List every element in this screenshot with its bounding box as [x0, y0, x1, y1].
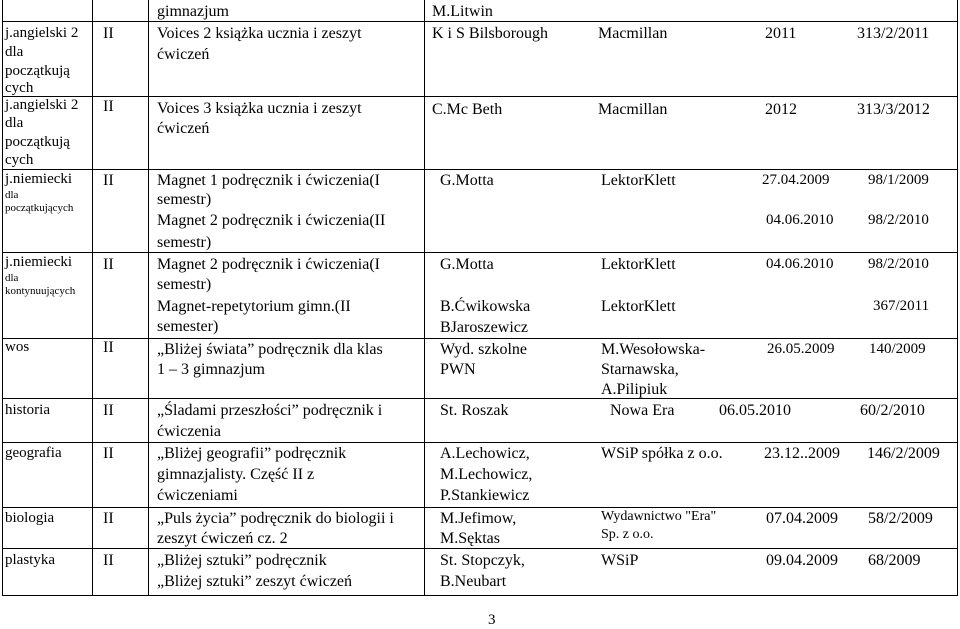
year-cell: 2011	[765, 25, 797, 42]
subject-cell: dla	[5, 272, 19, 284]
row-separator	[2, 338, 958, 339]
subject-cell: j.angielski 2	[5, 97, 79, 113]
title-cell: Voices 2 książka ucznia i zeszyt	[157, 25, 362, 42]
row-separator	[2, 252, 958, 253]
grade-cell: II	[103, 98, 114, 115]
title-cell: Magnet 2 podręcznik i ćwiczenia(I	[157, 256, 381, 273]
subject-cell: plastyka	[5, 552, 55, 568]
grade-cell: II	[103, 172, 114, 189]
title-cell: Magnet 1 podręcznik i ćwiczenia(I	[157, 172, 381, 189]
number-cell: 140/2009	[869, 341, 926, 357]
subject-cell: dla	[5, 115, 24, 131]
grade-cell: II	[103, 256, 114, 273]
subject-cell: cych	[5, 80, 34, 96]
title-cell: Magnet-repetytorium gimn.(II	[157, 298, 351, 315]
title-cell: gimnazjalisty. Część II z	[157, 466, 315, 483]
row-separator	[2, 169, 958, 170]
year-cell: 26.05.2009	[767, 341, 835, 357]
number-cell: 98/2/2010	[868, 256, 929, 272]
author-cell: B.Neubart	[440, 573, 507, 590]
year-cell: 09.04.2009	[766, 552, 838, 569]
author-cell: Wyd. szkolne	[440, 341, 528, 358]
subject-cell: j.angielski 2	[5, 25, 79, 41]
subject-cell: historia	[5, 402, 50, 418]
year-cell: 27.04.2009	[762, 172, 830, 188]
author-cell: BJaroszewicz	[440, 319, 528, 336]
publisher-cell: Nowa Era	[610, 402, 675, 419]
author-cell: G.Motta	[440, 172, 494, 189]
publisher-cell: WSiP	[601, 552, 639, 569]
number-cell: 313/3/2012	[857, 101, 930, 118]
author-cell: M.Jefimow,	[440, 510, 517, 527]
author-cell: M.Lechowicz,	[440, 466, 533, 483]
grade-cell: II	[103, 339, 114, 356]
level-cell: gimnazjum	[157, 3, 229, 20]
subject-cell: dla	[5, 189, 19, 201]
subject-cell: j.niemiecki	[5, 254, 73, 270]
publisher-cell: WSiP spółka z o.o.	[601, 445, 723, 462]
row-separator	[2, 398, 958, 399]
author-cell: C.Mc Beth	[432, 101, 503, 118]
number-cell: 98/2/2010	[868, 212, 929, 228]
page-number: 3	[488, 612, 496, 628]
title-cell: semester)	[157, 318, 219, 335]
number-cell: 98/1/2009	[868, 172, 929, 188]
title-cell: semestr)	[157, 234, 212, 251]
title-cell: ćwiczenia	[157, 423, 221, 440]
title-cell: ćwiczeniami	[157, 487, 238, 504]
subject-cell: biologia	[5, 510, 55, 526]
row-separator	[2, 96, 958, 97]
number-cell: 367/2011	[873, 298, 930, 314]
grade-cell: II	[103, 402, 114, 419]
table-border-right	[957, 0, 958, 595]
publisher-cell: M.Wesołowska-	[601, 341, 706, 358]
publisher-cell: Starnawska,	[601, 361, 679, 378]
row-separator	[2, 507, 958, 508]
author-cell: B.Ćwikowska	[440, 298, 531, 315]
subject-cell: cych	[5, 152, 34, 168]
number-cell: 58/2/2009	[868, 510, 933, 527]
number-cell: 60/2/2010	[860, 402, 925, 419]
subject-cell: wos	[5, 339, 30, 355]
title-cell: 1 – 3 gimnazjum	[157, 361, 265, 378]
author-cell: St. Roszak	[440, 402, 509, 419]
title-cell: Voices 3 książka ucznia i zeszyt	[157, 100, 362, 117]
title-cell: „Bliżej geografii” podręcznik	[157, 445, 347, 462]
title-cell: semestr)	[157, 191, 212, 208]
table-divider-title	[424, 0, 425, 595]
grade-cell: II	[103, 552, 114, 569]
year-cell: 2012	[765, 101, 797, 118]
number-cell: 313/2/2011	[857, 25, 930, 42]
grade-cell: II	[103, 510, 114, 527]
number-cell: 68/2009	[868, 552, 921, 569]
year-cell: 23.12..2009	[764, 445, 840, 462]
subject-cell: początkują	[5, 134, 70, 150]
title-cell: „Puls życia” podręcznik do biologii i	[157, 510, 394, 527]
table-divider-grade	[148, 0, 149, 595]
number-cell: 146/2/2009	[867, 445, 940, 462]
title-cell: ćwiczeń	[157, 46, 210, 63]
title-cell: „Bliżej sztuki” zeszyt ćwiczeń	[157, 573, 353, 590]
publisher-cell: LektorKlett	[601, 256, 676, 273]
title-cell: „Śladami przeszłości” podręcznik i	[157, 402, 383, 419]
table-border-left	[2, 0, 3, 595]
year-cell: 04.06.2010	[766, 256, 834, 272]
publisher-cell: LektorKlett	[601, 298, 676, 315]
author-cell: PWN	[440, 361, 476, 378]
row-separator	[2, 442, 958, 443]
publisher-cell: LektorKlett	[601, 172, 676, 189]
year-cell: 07.04.2009	[766, 510, 838, 527]
year-cell: 04.06.2010	[766, 212, 834, 228]
table-divider-subject	[92, 0, 93, 595]
publisher-cell: A.Pilipiuk	[601, 381, 668, 398]
title-cell: „Bliżej świata” podręcznik dla klas	[157, 341, 383, 358]
author-cell: G.Motta	[440, 256, 494, 273]
title-cell: ćwiczeń	[157, 120, 210, 137]
subject-cell: początkują	[5, 63, 70, 79]
author-cell: M.Sęktas	[440, 530, 500, 547]
title-cell: semestr)	[157, 276, 212, 293]
title-cell: zeszyt ćwiczeń cz. 2	[157, 530, 288, 547]
grade-cell: II	[103, 445, 114, 462]
subject-cell: dla	[5, 44, 24, 60]
publisher-cell: Macmillan	[598, 101, 668, 118]
subject-cell: j.niemiecki	[5, 171, 73, 187]
author-cell: K i S Bilsborough	[432, 25, 549, 42]
title-cell: Magnet 2 podręcznik i ćwiczenia(II	[157, 212, 386, 229]
table-border-bottom	[2, 595, 958, 596]
year-cell: 06.05.2010	[719, 402, 791, 419]
author-cell: P.Stankiewicz	[440, 487, 530, 504]
publisher-cell: Macmillan	[598, 25, 668, 42]
subject-cell: początkujących	[5, 202, 74, 214]
subject-cell: kontynuujących	[5, 285, 76, 297]
author-cell: A.Lechowicz,	[440, 445, 530, 462]
author-cell: M.Litwin	[432, 3, 493, 20]
subject-cell: geografia	[5, 445, 62, 461]
publisher-cell: Sp. z o.o.	[601, 527, 654, 542]
title-cell: „Bliżej sztuki” podręcznik	[157, 552, 327, 569]
grade-cell: II	[103, 25, 114, 42]
author-cell: St. Stopczyk,	[440, 552, 525, 569]
publisher-cell: Wydawnictwo "Era"	[601, 509, 717, 524]
